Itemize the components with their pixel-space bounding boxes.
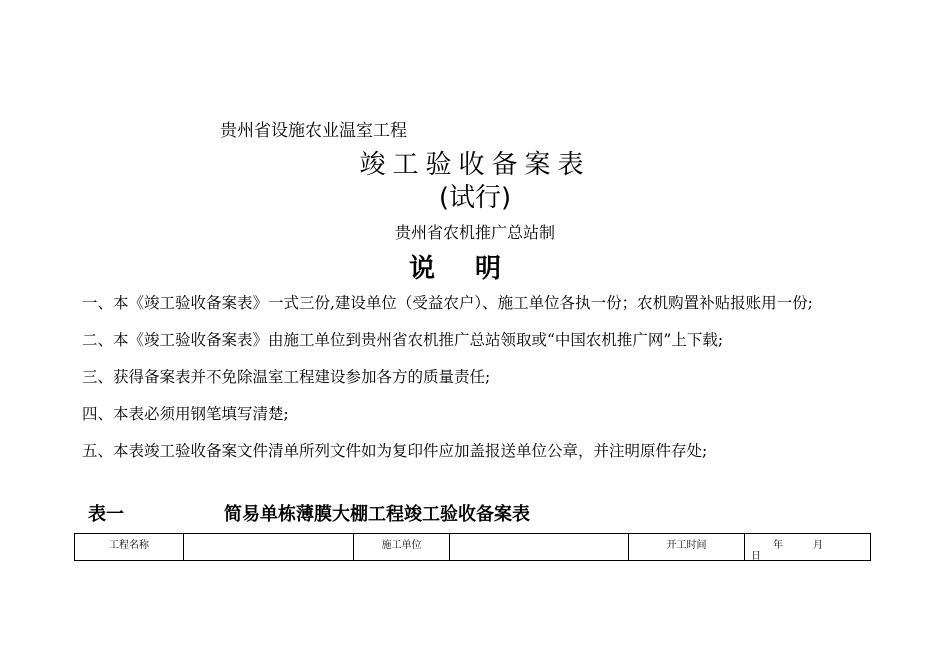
section-heading-text: 说明 [408, 254, 541, 284]
note-item: 二、本《竣工验收备案表》由施工单位到贵州省农机推广总站领取或“中国农机推广网”上下载; [82, 331, 724, 349]
project-name-label: 工程名称 [75, 534, 184, 561]
month-label: 月 [813, 540, 823, 551]
section-heading [0, 248, 950, 285]
note-item: 三、获得备案表并不免除温室工程建设参加各方的质量责任; [82, 368, 491, 386]
day-label: 日 [751, 551, 761, 562]
issuer-line: 贵州省农机推广总站制 [394, 223, 555, 242]
note-item: 四、本表必须用钢笔填写清楚; [82, 405, 289, 423]
project-name-field[interactable] [184, 534, 354, 561]
completion-form-table [74, 533, 871, 561]
start-time-field[interactable] [745, 534, 871, 561]
notes-list [82, 288, 882, 467]
note-item: 一、本《竣工验收备案表》一式三份,建设单位（受益农户）、施工单位各执一份；农机购置补贴报账用一份; [82, 294, 813, 312]
table-row [75, 534, 871, 561]
year-label: 年 [773, 540, 783, 551]
table-number: 表一 [88, 504, 124, 525]
sub-title: (试行) [438, 183, 512, 213]
contractor-label: 施工单位 [354, 534, 450, 561]
main-title: 竣工验收备案表 [359, 150, 591, 180]
contractor-field[interactable] [450, 534, 629, 561]
table-title [88, 500, 530, 526]
year-month-labels [773, 536, 823, 551]
note-item: 五、本表竣工验收备案文件清单所列文件如为复印件应加盖报送单位公章，并注明原件存处; [82, 442, 708, 460]
start-time-label: 开工时间 [629, 534, 745, 561]
table-caption: 简易单栋薄膜大棚工程竣工验收备案表 [224, 504, 530, 525]
header-line: 贵州省设施农业温室工程 [220, 121, 407, 141]
